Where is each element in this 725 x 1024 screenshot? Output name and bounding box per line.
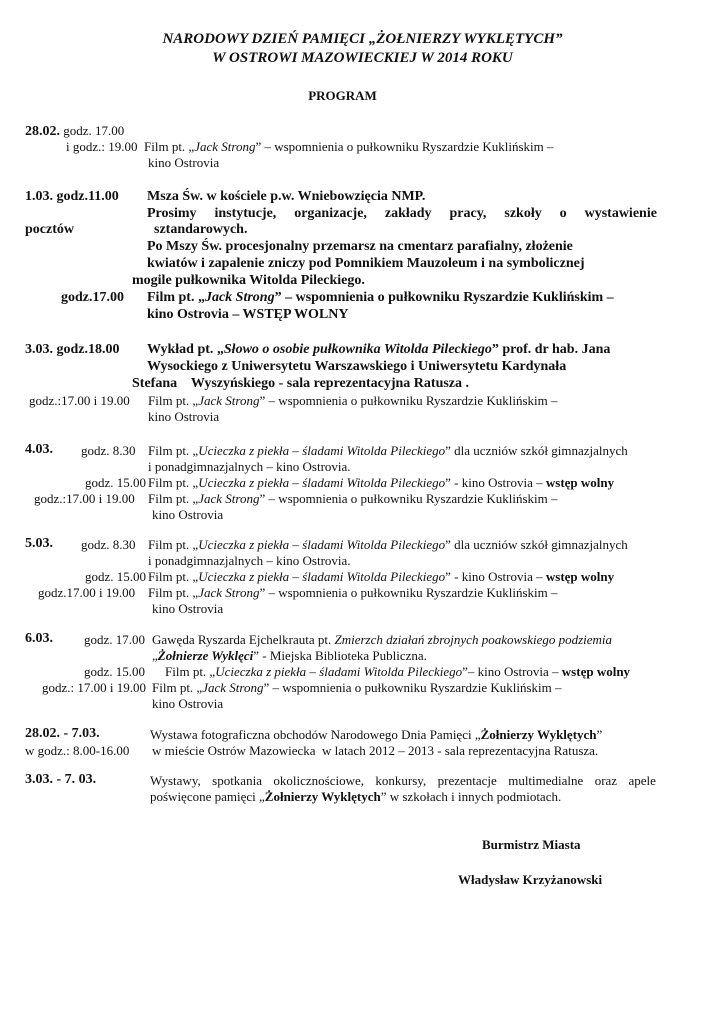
lecture-line-3: Stefana Wyszyńskiego - sala reprezentacyjna Ratusza .: [132, 376, 470, 391]
film-title: Ucieczka z piekła – śladami Witolda Pileckiego: [198, 443, 446, 458]
venue: kino Ostrovia: [152, 507, 224, 522]
talk-prefix: Gawęda Ryszarda Ejchelkrauta pt.: [152, 632, 335, 647]
lecture-prefix: Wykład pt. „: [147, 342, 224, 357]
film-title: Ucieczka z piekła – śladami Witolda Pileckiego: [198, 537, 446, 552]
film-prefix: Film pt. „: [148, 475, 199, 490]
screening-line: [148, 537, 628, 552]
events-line: [150, 773, 656, 788]
time: godz.17.00: [61, 290, 124, 305]
request-line-wrap: pocztów: [25, 222, 74, 237]
time: godz. 15.00: [85, 569, 147, 584]
screening-line-2: i ponadgimnazjalnych – kino Ostrovia.: [148, 553, 351, 568]
film-suffix: ” – wspomnienia o pułkowniku Ryszardzie Kuklińskim –: [263, 680, 562, 695]
events-suffix: ” w szkołach i innych podmiotach.: [380, 789, 562, 804]
film-suffix: ” - kino Ostrovia –: [445, 569, 546, 584]
venue: kino Ostrovia: [148, 155, 220, 170]
word: pracy,: [449, 206, 487, 221]
screening-line: [148, 491, 558, 506]
exhibition-line-2: w mieście Ostrów Mazowiecka w latach 2012 – 2013 - sala reprezentacyjna Ratusza.: [152, 743, 599, 758]
lecture-suffix: ” prof. dr hab. Jana: [491, 342, 611, 357]
screening-line: [152, 680, 562, 695]
film-suffix: ” dla uczniów szkół gimnazjalnych: [445, 537, 628, 552]
film-suffix: ” – wspomnienia o pułkowniku Ryszardzie Kuklińskim –: [259, 585, 558, 600]
request-line: [147, 206, 657, 222]
date-range: 28.02. - 7.03.: [25, 726, 100, 741]
time: godz. 17.00: [63, 123, 125, 138]
film-prefix: Film pt. „: [144, 139, 195, 154]
date: 6.03.: [25, 631, 53, 646]
word: Prosimy: [147, 206, 197, 221]
free-entry: wstęp wolny: [545, 475, 615, 490]
page-title-line-2: W OSTROWI MAZOWIECKIEJ W 2014 ROKU: [212, 50, 513, 66]
word: konkursy,: [375, 773, 427, 788]
film-prefix: Film pt. „: [148, 569, 199, 584]
procession-line-1: Po Mszy Św. procesjonalny przemarsz na cmentarz parafialny, złożenie: [147, 239, 573, 254]
exhibition-bold: Żołnierzy Wyklętych: [480, 727, 597, 742]
lecture-line: [147, 342, 610, 358]
date-time: 3.03. godz.18.00: [25, 342, 120, 357]
venue: kino Ostrovia: [152, 696, 224, 711]
film-prefix: Film pt. „: [148, 537, 199, 552]
screening-line: [148, 585, 558, 600]
word: multimedialne: [508, 773, 584, 788]
word: wystawienie: [584, 206, 657, 221]
talk-venue: ” - Miejska Biblioteka Publiczna.: [253, 648, 427, 663]
procession-line-2: kwiatów i zapalenie zniczy pod Pomnikiem Mauzoleum i na symbolicznej: [147, 256, 585, 271]
exhibition-line: [150, 727, 602, 742]
free-entry: wstęp wolny: [561, 664, 631, 679]
time: godz. 8.30: [81, 443, 136, 458]
date: 5.03.: [25, 536, 53, 551]
events-bold: Żołnierzy Wyklętych: [264, 789, 381, 804]
word: oraz: [594, 773, 618, 788]
request-line-cont: sztandarowych.: [154, 222, 248, 237]
talk-title: Zmierzch działań zbrojnych poakowskiego podziemia: [334, 632, 613, 647]
film-title: Ucieczka z piekła – śladami Witolda Pileckiego: [198, 569, 446, 584]
venue: kino Ostrovia: [148, 409, 220, 424]
venue: kino Ostrovia: [152, 601, 224, 616]
film-title: Jack Strong: [198, 491, 260, 506]
page-title-line-1: NARODOWY DZIEŃ PAMIĘCI „ŻOŁNIERZY WYKLĘTYCH”: [162, 31, 563, 47]
film-suffix: ” – wspomnienia o pułkowniku Ryszardzie Kuklińskim –: [259, 393, 558, 408]
program-heading: PROGRAM: [308, 88, 377, 103]
time: godz. 17.00: [84, 632, 146, 647]
film-title: Jack Strong: [202, 680, 264, 695]
time: godz. 15.00: [85, 475, 147, 490]
signature-name: Władysław Krzyżanowski: [458, 872, 603, 887]
mass-line: Msza Św. w kościele p.w. Wniebowzięcia NMP.: [147, 189, 426, 204]
word: organizacje,: [294, 206, 367, 221]
word: Wystawy,: [150, 773, 201, 788]
film-suffix: ” – wspomnienia o pułkowniku Ryszardzie Kuklińskim –: [255, 139, 554, 154]
word: o: [559, 206, 567, 221]
time: godz.17.00 i 19.00: [38, 585, 136, 600]
screening-line: [148, 443, 628, 458]
exhibition-prefix: Wystawa fotograficzna obchodów Narodowego Dnia Pamięci „: [150, 727, 481, 742]
word: zakłady: [384, 206, 432, 221]
film-prefix: Film pt. „: [148, 393, 199, 408]
film-title: Ucieczka z piekła – śladami Witolda Pileckiego: [215, 664, 463, 679]
screening-line: [66, 139, 554, 154]
time: godz. 8.30: [81, 537, 136, 552]
lecture-line-2: Wysockiego z Uniwersytetu Warszawskiego i Uniwersytetu Kardynała: [147, 359, 567, 374]
film-suffix: ” dla uczniów szkół gimnazjalnych: [445, 443, 628, 458]
date: 28.02.: [25, 124, 60, 139]
screening-line: [148, 475, 614, 490]
screening-line: [165, 664, 630, 679]
screening-line: [148, 569, 614, 584]
film-title: Jack Strong: [204, 290, 275, 305]
word: okolicznościowe,: [273, 773, 364, 788]
film-title: Jack Strong: [194, 139, 256, 154]
exhibition-suffix: ”: [596, 727, 603, 742]
screening-line: [147, 290, 614, 306]
quote-open: „: [152, 648, 158, 663]
talk-line: [152, 632, 612, 647]
screening-line: [148, 393, 558, 408]
word: instytucje,: [214, 206, 277, 221]
film-prefix: Film pt. „: [148, 585, 199, 600]
time: i godz.: 19.00: [66, 139, 138, 154]
hours: w godz.: 8.00-16.00: [25, 743, 130, 758]
time: godz.:17.00 i 19.00: [34, 491, 135, 506]
film-prefix: Film pt. „: [152, 680, 203, 695]
procession-line-3: mogile pułkownika Witolda Pileckiego.: [132, 273, 365, 288]
film-suffix: ”– kino Ostrovia –: [462, 664, 562, 679]
date-time-line: [25, 123, 124, 140]
word: szkoły: [504, 206, 542, 221]
film-prefix: Film pt. „: [147, 290, 205, 305]
free-entry: wstęp wolny: [545, 569, 615, 584]
time: godz.: 17.00 i 19.00: [42, 680, 146, 695]
film-suffix: ” - kino Ostrovia –: [445, 475, 546, 490]
events-line-2: [150, 789, 561, 804]
lecture-title: Słowo o osobie pułkownika Witolda Pileckiego: [223, 342, 492, 357]
film-prefix: Film pt. „: [165, 664, 216, 679]
word: spotkania: [212, 773, 262, 788]
film-suffix: ” – wspomnienia o pułkowniku Ryszardzie Kuklińskim –: [274, 290, 614, 305]
film-suffix: ” – wspomnienia o pułkowniku Ryszardzie Kuklińskim –: [259, 491, 558, 506]
date: 4.03.: [25, 442, 53, 457]
word: prezentacje: [437, 773, 497, 788]
film-prefix: Film pt. „: [148, 491, 199, 506]
signature-role: Burmistrz Miasta: [482, 837, 581, 852]
time: godz. 15.00: [84, 664, 146, 679]
venue: kino Ostrovia – WSTĘP WOLNY: [147, 307, 349, 322]
date-time: 1.03. godz.11.00: [25, 189, 119, 204]
film-title: Jack Strong: [198, 585, 260, 600]
time: godz.:17.00 i 19.00: [29, 393, 130, 408]
film-prefix: Film pt. „: [148, 443, 199, 458]
film-title: Ucieczka z piekła – śladami Witolda Pileckiego: [198, 475, 446, 490]
talk-title-cont: Żołnierze Wyklęci: [157, 648, 254, 663]
screening-line-2: i ponadgimnazjalnych – kino Ostrovia.: [148, 459, 351, 474]
events-prefix: poświęcone pamięci „: [150, 789, 265, 804]
word: apele: [628, 773, 656, 788]
talk-line-2: [152, 648, 427, 663]
date-range: 3.03. - 7. 03.: [25, 772, 97, 787]
film-title: Jack Strong: [198, 393, 260, 408]
